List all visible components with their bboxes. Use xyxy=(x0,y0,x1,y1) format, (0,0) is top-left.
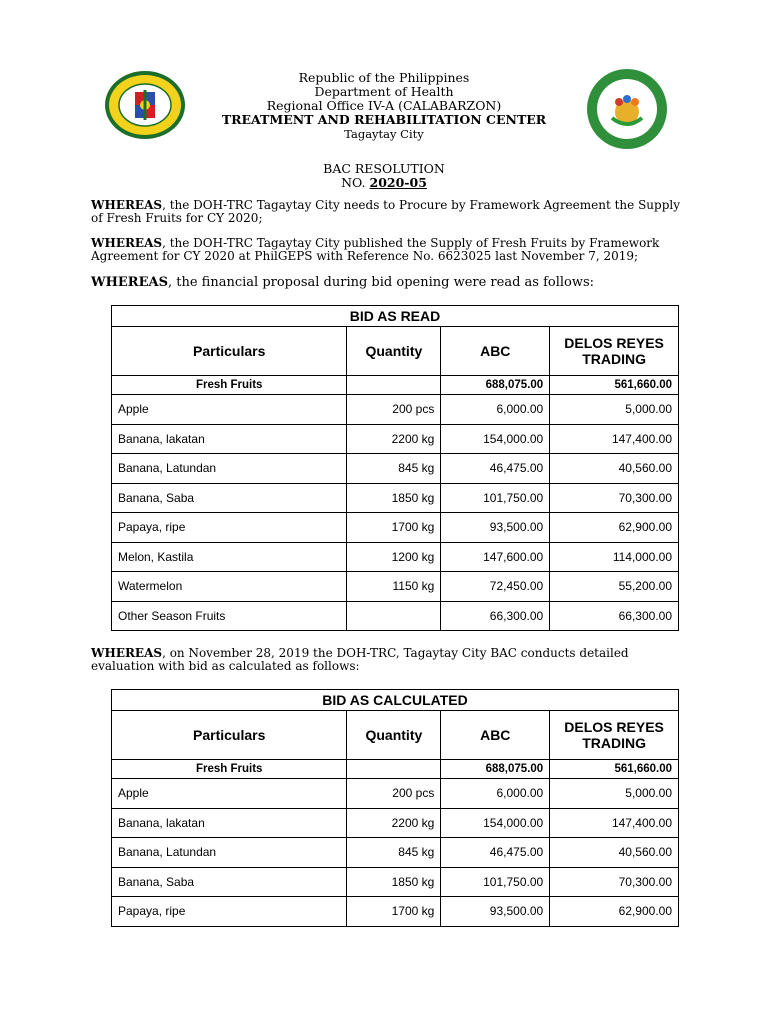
column-header-abc: ABC xyxy=(441,711,550,760)
column-header-quantity: Quantity xyxy=(347,327,441,376)
whereas-paragraph-3: WHEREAS, the financial proposal during bid opening were read as follows: xyxy=(91,275,595,290)
table-row: Papaya, ripe 1700 kg 93,500.00 62,900.00 xyxy=(112,513,679,543)
letterhead xyxy=(0,71,768,141)
column-header-vendor: DELOS REYES TRADING xyxy=(550,711,679,760)
whereas-paragraph-4: WHEREAS, on November 28, 2019 the DOH-TRC, Tagaytay City BAC conducts detailed evaluation with bid as calculated as follows: xyxy=(91,646,629,673)
table-row: Banana, Saba 1850 kg 101,750.00 70,300.00 xyxy=(112,867,679,897)
column-header-vendor: DELOS REYES TRADING xyxy=(550,327,679,376)
table-row: Melon, Kastila 1200 kg 147,600.00 114,000.00 xyxy=(112,542,679,572)
column-header-particulars: Particulars xyxy=(112,711,347,760)
table-row: Apple 200 pcs 6,000.00 5,000.00 xyxy=(112,779,679,809)
column-header-abc: ABC xyxy=(441,327,550,376)
column-header-particulars: Particulars xyxy=(112,327,347,376)
table-title: BID AS CALCULATED xyxy=(112,690,679,711)
column-header-quantity: Quantity xyxy=(347,711,441,760)
center-name-line: TREATMENT AND REHABILITATION CENTER xyxy=(221,112,547,127)
bid-as-calculated-table xyxy=(111,689,679,927)
resolution-heading: BAC RESOLUTION xyxy=(323,161,445,176)
table-row: Watermelon 1150 kg 72,450.00 55,200.00 xyxy=(112,572,679,602)
subtotal-row: Fresh Fruits 688,075.00 561,660.00 xyxy=(112,760,679,779)
country-line: Republic of the Philippines xyxy=(298,70,470,85)
resolution-number: NO. 2020-05 xyxy=(341,175,427,190)
table-row: Banana, Latundan 845 kg 46,475.00 40,560.00 xyxy=(112,454,679,484)
table-row: Apple 200 pcs 6,000.00 5,000.00 xyxy=(112,395,679,425)
subtotal-row: Fresh Fruits 688,075.00 561,660.00 xyxy=(112,376,679,395)
city-line: Tagaytay City xyxy=(344,127,424,141)
department-line: Department of Health xyxy=(314,84,454,99)
table-row: Banana, lakatan 2200 kg 154,000.00 147,400.00 xyxy=(112,808,679,838)
bid-as-read-table xyxy=(111,305,679,631)
table-row: Banana, Saba 1850 kg 101,750.00 70,300.00 xyxy=(112,483,679,513)
whereas-paragraph-2: WHEREAS, the DOH-TRC Tagaytay City published the Supply of Fresh Fruits by Framework Agreement for CY 2020 at PhilGEPS with Reference No. 6623025 last November 7, 2019; xyxy=(91,236,660,263)
table-row: Papaya, ripe 1700 kg 93,500.00 62,900.00 xyxy=(112,897,679,927)
table-title: BID AS READ xyxy=(112,306,679,327)
resolution-title xyxy=(0,162,768,190)
table-row: Banana, lakatan 2200 kg 154,000.00 147,400.00 xyxy=(112,424,679,454)
table-row: Banana, Latundan 845 kg 46,475.00 40,560.00 xyxy=(112,838,679,868)
table-row: Other Season Fruits 66,300.00 66,300.00 xyxy=(112,601,679,631)
whereas-paragraph-1: WHEREAS, the DOH-TRC Tagaytay City needs to Procure by Framework Agreement the Supply of Fresh Fruits for CY 2020; xyxy=(91,198,680,225)
regional-office-line: Regional Office IV-A (CALABARZON) xyxy=(266,98,502,113)
resolution-number-value: 2020-05 xyxy=(369,175,427,190)
